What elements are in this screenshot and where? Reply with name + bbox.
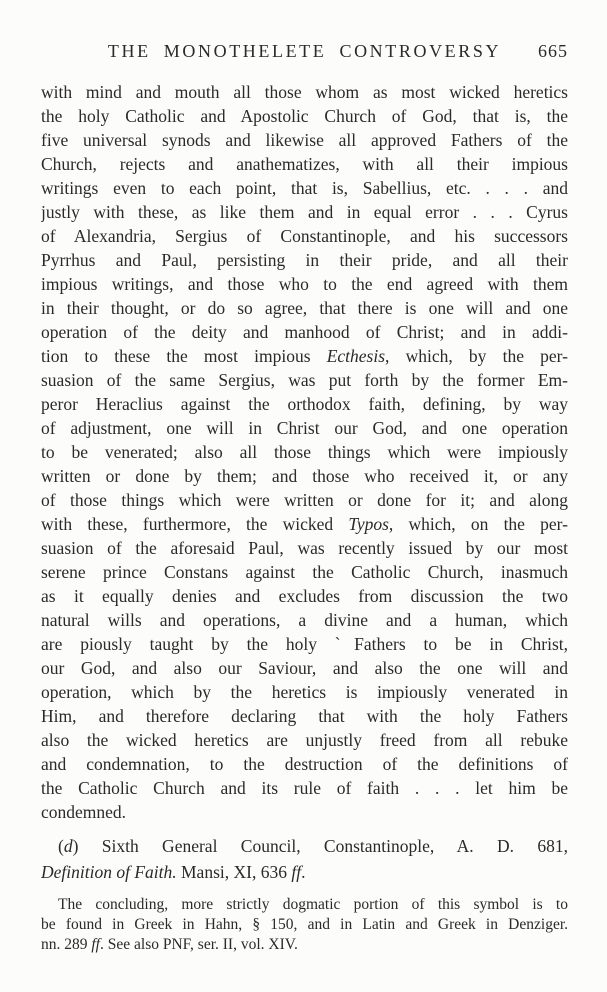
text-line: of those things which were written or done for it; and along	[41, 490, 568, 510]
text-line: Him, and therefore declaring that with the holy Fathers	[41, 706, 568, 726]
text-line: operation, which by the heretics is impiously venerated in	[41, 682, 568, 702]
text-line: five universal synods and likewise all approved Fathers of the	[41, 130, 568, 150]
text-line: with mind and mouth all those whom as most wicked heretics	[41, 82, 568, 102]
running-head	[41, 38, 568, 64]
text-line: justly with these, as like them and in equal error . . . Cyrus	[41, 202, 568, 222]
text-line: with these, furthermore, the wicked Typos, which, on the per-	[41, 514, 568, 534]
body-paragraph	[41, 80, 568, 824]
text-line: operation of the deity and manhood of Christ; and in addi-	[41, 322, 568, 342]
text-line: are piously taught by the holy ˋFathers to be in Christ,	[41, 634, 568, 654]
text-line: natural wills and operations, a divine and a human, which	[41, 610, 568, 630]
text-column	[41, 38, 568, 955]
page-number: 665	[538, 41, 568, 61]
text-line: the holy Catholic and Apostolic Church of God, that is, the	[41, 106, 568, 126]
text-line: and condemnation, to the destruction of the definitions of	[41, 754, 568, 774]
page-title: THE MONOTHELETE CONTROVERSY	[107, 41, 502, 61]
footnote-paragraph	[41, 895, 568, 955]
text-line: suasion of the aforesaid Paul, was recently issued by our most	[41, 538, 568, 558]
text-line: Pyrrhus and Paul, persisting in their pride, and all their	[41, 250, 568, 270]
text-line: also the wicked heretics are unjustly freed from all rebuke	[41, 730, 568, 750]
citation-paragraph	[41, 833, 568, 885]
text-line: (d) Sixth General Council, Constantinople, A. D. 681,	[58, 836, 568, 856]
text-line: to be venerated; also all those things which were impiously	[41, 442, 568, 462]
text-line: as it equally denies and excludes from discussion the two	[41, 586, 568, 606]
text-line: our God, and also our Saviour, and also the one will and	[41, 658, 568, 678]
text-line: condemned.	[41, 802, 127, 822]
text-line: impious writings, and those who to the end agreed with them	[41, 274, 568, 294]
text-line: of adjustment, one will in Christ our God, and one operation	[41, 418, 568, 438]
text-line: Definition of Faith. Mansi, XI, 636 ff.	[41, 862, 306, 882]
text-line: peror Heraclius against the orthodox faith, defining, by way	[41, 394, 568, 414]
text-line: the Catholic Church and its rule of faith . . . let him be	[41, 778, 568, 798]
text-line: nn. 289 ff. See also PNF, ser. II, vol. XIV.	[41, 936, 298, 953]
text-line: written or done by them; and those who received it, or any	[41, 466, 568, 486]
text-line: of Alexandria, Sergius of Constantinople, and his successors	[41, 226, 568, 246]
text-line: The concluding, more strictly dogmatic portion of this symbol is to	[58, 896, 568, 913]
text-line: be found in Greek in Hahn, § 150, and in Latin and Greek in Denziger.	[41, 916, 568, 933]
text-line: writings even to each point, that is, Sabellius, etc. . . . and	[41, 178, 568, 198]
text-line: in their thought, or do so agree, that there is one will and one	[41, 298, 568, 318]
text-line: serene prince Constans against the Catholic Church, inasmuch	[41, 562, 568, 582]
text-line: Church, rejects and anathematizes, with all their impious	[41, 154, 568, 174]
text-line: tion to these the most impious Ecthesis, which, by the per-	[41, 346, 568, 366]
text-line: suasion of the same Sergius, was put forth by the former Em-	[41, 370, 568, 390]
text-body	[41, 80, 568, 955]
